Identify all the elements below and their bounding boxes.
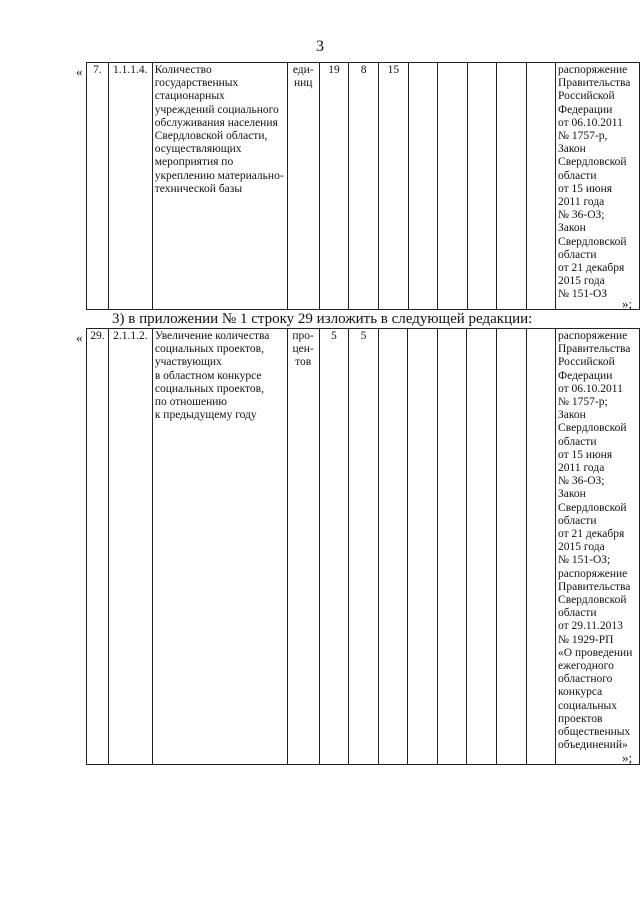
closing-quote: »;	[622, 750, 633, 765]
row-code-cell: 2.1.1.2.	[108, 329, 152, 765]
page-number: 3	[316, 38, 324, 55]
indicator-name-cell: Количество государственных стационарных учреждений социального обслуживания населения Свердловской области, осуществляющих мероприятия по укреплению материально- технической базы	[152, 63, 287, 310]
value-cell	[408, 63, 437, 310]
table-row	[86, 328, 640, 765]
row-number-cell: 29.	[87, 329, 109, 765]
indicator-name-cell: Увеличение количества социальных проектов, участвующих в областном конкурсе социальных проектов, по отношению к предыдущему году	[152, 329, 287, 765]
value-cell	[438, 63, 467, 310]
value-cell	[496, 329, 526, 765]
legal-basis-cell: распоряжение Правительства Российской Федерации от 06.10.2011 № 1757-р; Закон Свердловской области от 15 июня 2011 года № 36-ОЗ; Закон Свердловской области от 21 декабря 2015 года № 151-ОЗ; распоряжение Правительства Свердловской области от 29.11.2013 № 1929-РП «О проведении ежегодного областного конкурса социальных проектов общественных объединений»	[556, 329, 640, 765]
value-cell	[497, 63, 526, 310]
value-cell: 8	[349, 63, 379, 310]
unit-cell: про- цен- тов	[287, 329, 319, 765]
unit-cell: еди- ниц	[287, 63, 319, 310]
value-cell	[526, 63, 555, 310]
value-cell: 19	[319, 63, 349, 310]
closing-quote: »;	[622, 296, 633, 311]
value-cell: 15	[378, 63, 408, 310]
row-code-cell: 1.1.1.4.	[108, 63, 152, 310]
value-cell	[467, 63, 496, 310]
instruction-text: 3) в приложении № 1 строку 29 изложить в следующей редакции:	[112, 311, 533, 327]
value-cell	[437, 329, 467, 765]
value-cell: 5	[349, 329, 379, 765]
value-cell: 5	[319, 329, 349, 765]
value-cell	[526, 329, 556, 765]
legal-basis-cell: распоряжение Правительства Российской Федерации от 06.10.2011 № 1757-р, Закон Свердловской области от 15 июня 2011 года № 36-ОЗ; Закон Свердловской области от 21 декабря 2015 года № 151-ОЗ	[556, 63, 640, 310]
value-cell	[378, 329, 408, 765]
row-number-cell: 7.	[87, 63, 109, 310]
opening-quote: «	[76, 330, 83, 345]
value-cell	[467, 329, 497, 765]
opening-quote: «	[76, 64, 83, 79]
table-row	[86, 62, 640, 310]
value-cell	[408, 329, 438, 765]
